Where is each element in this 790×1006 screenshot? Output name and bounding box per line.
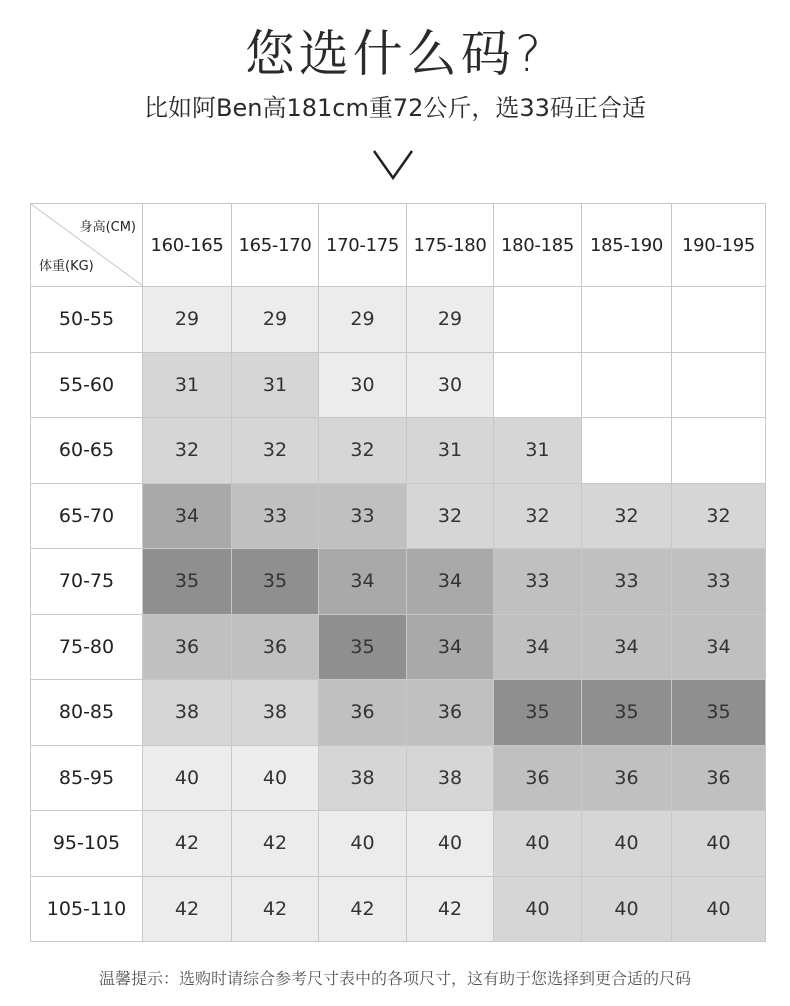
size-cell: 42 [407, 876, 494, 942]
size-cell: 32 [494, 483, 582, 549]
size-cell: 40 [407, 811, 494, 877]
table-row [31, 811, 766, 877]
size-cell: 36 [232, 614, 319, 680]
height-column-header: 175-180 [407, 204, 494, 287]
height-column-header: 190-195 [672, 204, 766, 287]
size-cell: 33 [232, 483, 319, 549]
size-cell: 32 [582, 483, 672, 549]
size-cell: 33 [319, 483, 407, 549]
weight-row-header: 85-95 [31, 745, 143, 811]
size-cell: 33 [494, 549, 582, 615]
size-cell: 36 [672, 745, 766, 811]
weight-row-header: 60-65 [31, 418, 143, 484]
size-cell: 29 [407, 287, 494, 353]
size-cell: 32 [319, 418, 407, 484]
table-row [31, 352, 766, 418]
table-row [31, 483, 766, 549]
weight-row-header: 50-55 [31, 287, 143, 353]
height-axis-label: 身高(CM) [79, 220, 136, 235]
header-row [31, 204, 766, 287]
size-cell: 32 [407, 483, 494, 549]
size-cell: 42 [143, 876, 232, 942]
size-chart-table [30, 203, 766, 942]
size-cell: 40 [494, 811, 582, 877]
size-cell: 38 [232, 680, 319, 746]
table-row [31, 680, 766, 746]
size-cell [494, 352, 582, 418]
size-cell: 34 [143, 483, 232, 549]
size-cell: 33 [582, 549, 672, 615]
size-cell: 40 [582, 811, 672, 877]
footer-tip: 温馨提示：选购时请综合参考尺寸表中的各项尺寸，这有助于您选择到更合适的尺码 [98, 969, 691, 988]
size-cell: 34 [672, 614, 766, 680]
size-cell: 40 [494, 876, 582, 942]
size-cell: 30 [319, 352, 407, 418]
size-cell [582, 418, 672, 484]
size-cell: 42 [319, 876, 407, 942]
size-cell: 35 [582, 680, 672, 746]
size-chart-body [31, 287, 766, 942]
weight-row-header: 70-75 [31, 549, 143, 615]
size-cell [494, 287, 582, 353]
table-row [31, 745, 766, 811]
size-cell: 32 [672, 483, 766, 549]
weight-row-header: 80-85 [31, 680, 143, 746]
size-cell: 31 [407, 418, 494, 484]
size-cell: 36 [319, 680, 407, 746]
size-cell: 31 [143, 352, 232, 418]
size-cell: 40 [582, 876, 672, 942]
size-cell [672, 352, 766, 418]
table-row [31, 287, 766, 353]
weight-row-header: 75-80 [31, 614, 143, 680]
size-cell: 42 [232, 876, 319, 942]
size-cell: 32 [232, 418, 319, 484]
size-cell: 34 [582, 614, 672, 680]
height-column-header: 180-185 [494, 204, 582, 287]
size-cell: 36 [582, 745, 672, 811]
height-column-header: 160-165 [143, 204, 232, 287]
size-cell [582, 287, 672, 353]
height-column-header: 165-170 [232, 204, 319, 287]
size-cell: 34 [407, 614, 494, 680]
size-cell [672, 418, 766, 484]
size-cell: 29 [232, 287, 319, 353]
size-cell: 35 [232, 549, 319, 615]
size-cell: 40 [672, 811, 766, 877]
size-cell: 42 [143, 811, 232, 877]
size-cell: 30 [407, 352, 494, 418]
size-cell: 36 [494, 745, 582, 811]
size-cell: 40 [143, 745, 232, 811]
size-cell: 38 [143, 680, 232, 746]
size-cell: 35 [319, 614, 407, 680]
table-row [31, 876, 766, 942]
weight-axis-label: 体重(KG) [39, 259, 94, 274]
table-row [31, 614, 766, 680]
table-row [31, 549, 766, 615]
height-column-header: 170-175 [319, 204, 407, 287]
size-cell: 31 [494, 418, 582, 484]
size-cell: 40 [672, 876, 766, 942]
weight-row-header: 65-70 [31, 483, 143, 549]
weight-row-header: 105-110 [31, 876, 143, 942]
size-cell: 34 [494, 614, 582, 680]
size-cell: 29 [143, 287, 232, 353]
page-title: 您选什么码? [244, 25, 546, 83]
size-cell: 35 [143, 549, 232, 615]
size-cell [582, 352, 672, 418]
size-cell: 38 [407, 745, 494, 811]
size-cell: 40 [232, 745, 319, 811]
size-cell: 33 [672, 549, 766, 615]
weight-row-header: 95-105 [31, 811, 143, 877]
table-row [31, 418, 766, 484]
size-cell: 35 [494, 680, 582, 746]
size-cell: 31 [232, 352, 319, 418]
size-cell: 38 [319, 745, 407, 811]
size-cell: 32 [143, 418, 232, 484]
page-subtitle: 比如阿Ben高181cm重72公斤，选33码正合适 [144, 94, 646, 122]
weight-row-header: 55-60 [31, 352, 143, 418]
size-cell: 29 [319, 287, 407, 353]
chevron-down-icon [371, 148, 415, 182]
size-cell: 42 [232, 811, 319, 877]
size-cell: 34 [407, 549, 494, 615]
size-cell: 35 [672, 680, 766, 746]
height-column-header: 185-190 [582, 204, 672, 287]
size-cell: 40 [319, 811, 407, 877]
size-cell: 36 [407, 680, 494, 746]
size-cell: 34 [319, 549, 407, 615]
size-cell: 36 [143, 614, 232, 680]
size-cell [672, 287, 766, 353]
corner-header-cell [31, 204, 143, 287]
